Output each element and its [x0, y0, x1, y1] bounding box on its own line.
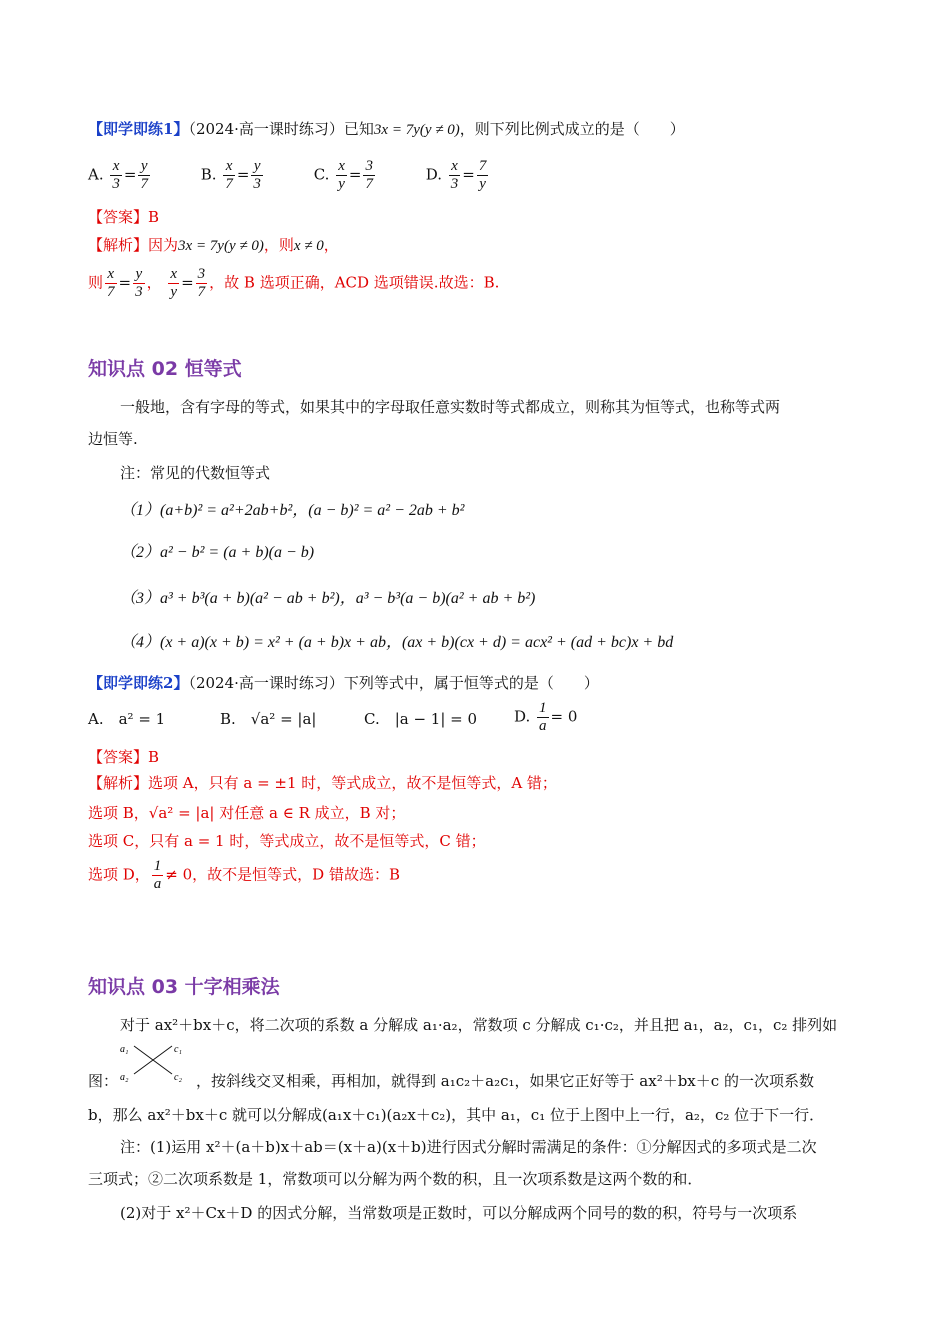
- numerator: 3: [197, 266, 206, 282]
- analysis-text: ，故 B 选项正确，ACD 选项错误.故选：B.: [209, 273, 500, 292]
- section-heading-kp03: 知识点 03 十字相乘法: [88, 976, 280, 998]
- fraction: [251, 158, 263, 193]
- option-c[interactable]: C. $\frac{x}{y}$ = $\frac{3}{7}$: [313, 158, 373, 192]
- numerator: x: [223, 158, 235, 176]
- identity-2: （2）a² − b² = (a + b)(a − b): [120, 544, 315, 561]
- denominator: 7: [225, 176, 233, 192]
- numerator: x: [170, 266, 178, 282]
- denominator: 7: [107, 284, 115, 300]
- numerator: y: [251, 158, 263, 176]
- cross-a2: a₂: [120, 1072, 129, 1082]
- cross-c1: c₁: [174, 1044, 182, 1055]
- stem-math: 3x = 7y(y ≠ 0): [373, 122, 460, 138]
- answer-line: [88, 206, 870, 228]
- numerator: x: [110, 158, 122, 176]
- denominator: 3: [253, 176, 261, 192]
- analysis-2-line-2: 选项 B，√a² = |a| 对任意 a ∈ R 成立，B 对；: [88, 804, 406, 822]
- analysis-text: ，: [146, 273, 162, 292]
- option-b[interactable]: B. $\frac{x}{7}$ = $\frac{y}{3}$: [200, 158, 261, 192]
- fraction: [133, 266, 145, 301]
- analysis-tag: 【解析】: [88, 774, 149, 792]
- analysis-text: ≠ 0，故不是恒等式，D 错故选：B: [165, 865, 400, 884]
- option-label: C.: [313, 165, 330, 184]
- numerator: x: [338, 158, 345, 174]
- numerator: y: [133, 266, 145, 284]
- option-c[interactable]: C. |a − 1| = 0: [364, 710, 478, 728]
- kp02-note: 注：常见的代数恒等式: [120, 464, 271, 482]
- answer-line-2: [88, 746, 870, 768]
- analysis-text: ，: [323, 236, 339, 254]
- numerator: 7: [478, 158, 487, 174]
- denominator: y: [338, 176, 345, 192]
- numerator: x: [449, 158, 461, 176]
- fraction: [223, 158, 235, 193]
- text: 图：: [88, 1072, 119, 1090]
- identity-3: （3）a³ + b³(a + b)(a² − ab + b²)，a³ − b³(a − b)(a² + ab + b²): [120, 590, 536, 607]
- cross-a1: a₁: [120, 1044, 129, 1055]
- kp03-paragraph-3: b，那么 ax²＋bx＋c 就可以分解成(a₁x＋c₁)(a₂x＋c₂)，其中 a₁，c₁ 位于上图中上一行，a₂，c₂ 位于下一行．: [88, 1106, 825, 1124]
- denominator: 7: [140, 176, 148, 192]
- kp03-note-1-cont: 三项式；②二次项系数是 1，常数项可以分解为两个数的积，且一次项系数是这两个数的和．: [88, 1170, 703, 1188]
- exercise-2-stem: [88, 672, 870, 694]
- option-a[interactable]: A. a² = 1: [88, 710, 166, 728]
- kp02-paragraph: 一般地，含有字母的等式，如果其中的字母取任意实数时等式都成立，则称其为恒等式，也称等式两: [120, 398, 781, 416]
- kp03-note-2: (2)对于 x²＋Cx＋D 的因式分解，当常数项是正数时，可以分解成两个同号的数的积，符号与一次项系: [120, 1204, 798, 1222]
- denominator: 3: [135, 284, 143, 300]
- denominator: y: [479, 176, 486, 192]
- answer-value: B: [148, 748, 160, 766]
- analysis-line-1: [88, 234, 870, 257]
- stem-text: 下列等式中，属于恒等式的是（ ）: [343, 674, 599, 692]
- exercise-1-options: [88, 158, 870, 202]
- exercise-tag: 【即学即练1】: [88, 120, 189, 138]
- exercise-1-stem: [88, 118, 870, 141]
- fraction: [105, 266, 117, 301]
- exercise-2-options: [88, 700, 870, 744]
- option-d[interactable]: [514, 700, 577, 735]
- denominator: 3: [112, 176, 120, 192]
- analysis-2-line-4: [88, 858, 870, 902]
- denominator: y: [170, 284, 178, 300]
- fraction: [449, 158, 461, 193]
- option-label: D.: [425, 165, 442, 184]
- analysis-text: 选项 A，只有 a = ±1 时，等式成立，故不是恒等式，A 错；: [148, 774, 557, 792]
- fraction: $\frac{1}{a}$: [539, 700, 547, 734]
- analysis-tag: 【解析】: [88, 236, 149, 254]
- analysis-math: x ≠ 0: [293, 238, 324, 254]
- cross-c2: c₂: [174, 1072, 182, 1082]
- analysis-2-line-3: 选项 C，只有 a = 1 时，等式成立，故不是恒等式，C 错；: [88, 832, 486, 850]
- fraction: [363, 158, 375, 193]
- section-heading-kp02: 知识点 02 恒等式: [88, 358, 242, 380]
- analysis-text: 则: [88, 273, 104, 292]
- kp02-paragraph-cont: 边恒等.: [88, 430, 138, 448]
- option-b[interactable]: B. √a² = |a|: [220, 710, 317, 728]
- option-rest: = 0: [550, 707, 578, 726]
- answer-tag: 【答案】: [88, 748, 149, 766]
- analysis-text: ，则: [263, 236, 294, 254]
- text: ，按斜线交叉相乘，再相加，就得到 a₁c₂＋a₂c₁，如果它正好等于 ax²＋bx＋c 的一次项系数: [196, 1072, 814, 1090]
- fraction: [138, 158, 150, 193]
- kp03-note-1: 注：(1)运用 x²＋(a＋b)x＋ab＝(x＋a)(x＋b)进行因式分解时需满足的条件：①分解因式的多项式是二次: [120, 1138, 817, 1156]
- analysis-text: 因为: [148, 236, 179, 254]
- kp03-paragraph-1: 对于 ax²＋bx＋c，将二次项的系数 a 分解成 a₁·a₂，常数项 c 分解成 c₁·c₂，并且把 a₁，a₂，c₁，c₂ 排列如: [120, 1016, 838, 1034]
- fraction: [110, 158, 122, 193]
- fraction: [336, 158, 347, 193]
- exercise-source: （2024·高一课时练习）: [188, 120, 344, 138]
- kp03-paragraph-2: [88, 1070, 870, 1092]
- stem-text-end: ，则下列比例式成立的是（ ）: [459, 120, 685, 138]
- option-label: D.: [514, 707, 531, 726]
- denominator: 3: [450, 176, 459, 192]
- option-label: A.: [88, 165, 104, 184]
- stem-text: 已知: [343, 120, 374, 138]
- analysis-math: 3x = 7y(y ≠ 0): [178, 238, 264, 254]
- answer-value: B: [148, 208, 160, 226]
- denominator: 7: [365, 176, 373, 192]
- exercise-tag: 【即学即练2】: [88, 674, 189, 692]
- denominator: 7: [197, 284, 206, 300]
- fraction: [477, 158, 489, 193]
- analysis-2-line-1: [88, 772, 870, 794]
- identity-1: （1）(a+b)² = a²+2ab+b²，(a − b)² = a² − 2ab + b²: [120, 502, 465, 519]
- fraction: [168, 266, 179, 301]
- numerator: y: [138, 158, 150, 176]
- exercise-source: （2024·高一课时练习）: [188, 674, 344, 692]
- analysis-line-2: 则 $\frac{x}{7}$ = $\frac{y}{3}$ ， $\frac{x}{y}$ = $\frac{3}{7}$ ，故 B 选项正确，ACD 选项错误.故选：B.: [88, 266, 500, 300]
- numerator: x: [105, 266, 117, 284]
- option-label: B.: [200, 165, 217, 184]
- option-a[interactable]: A. $\frac{x}{3}$ = $\frac{y}{7}$: [88, 158, 148, 192]
- identity-4: （4）(x + a)(x + b) = x² + (a + b)x + ab，(ax + b)(cx + d) = acx² + (ad + bc)x + bd: [120, 634, 674, 651]
- option-d[interactable]: D. $\frac{x}{3}$ = $\frac{7}{y}$: [425, 158, 487, 192]
- answer-tag: 【答案】: [88, 208, 149, 226]
- numerator: 3: [365, 158, 373, 174]
- fraction: $\frac{1}{a}$: [153, 858, 162, 892]
- analysis-text: 选项 D，: [88, 865, 150, 884]
- fraction: [196, 266, 208, 301]
